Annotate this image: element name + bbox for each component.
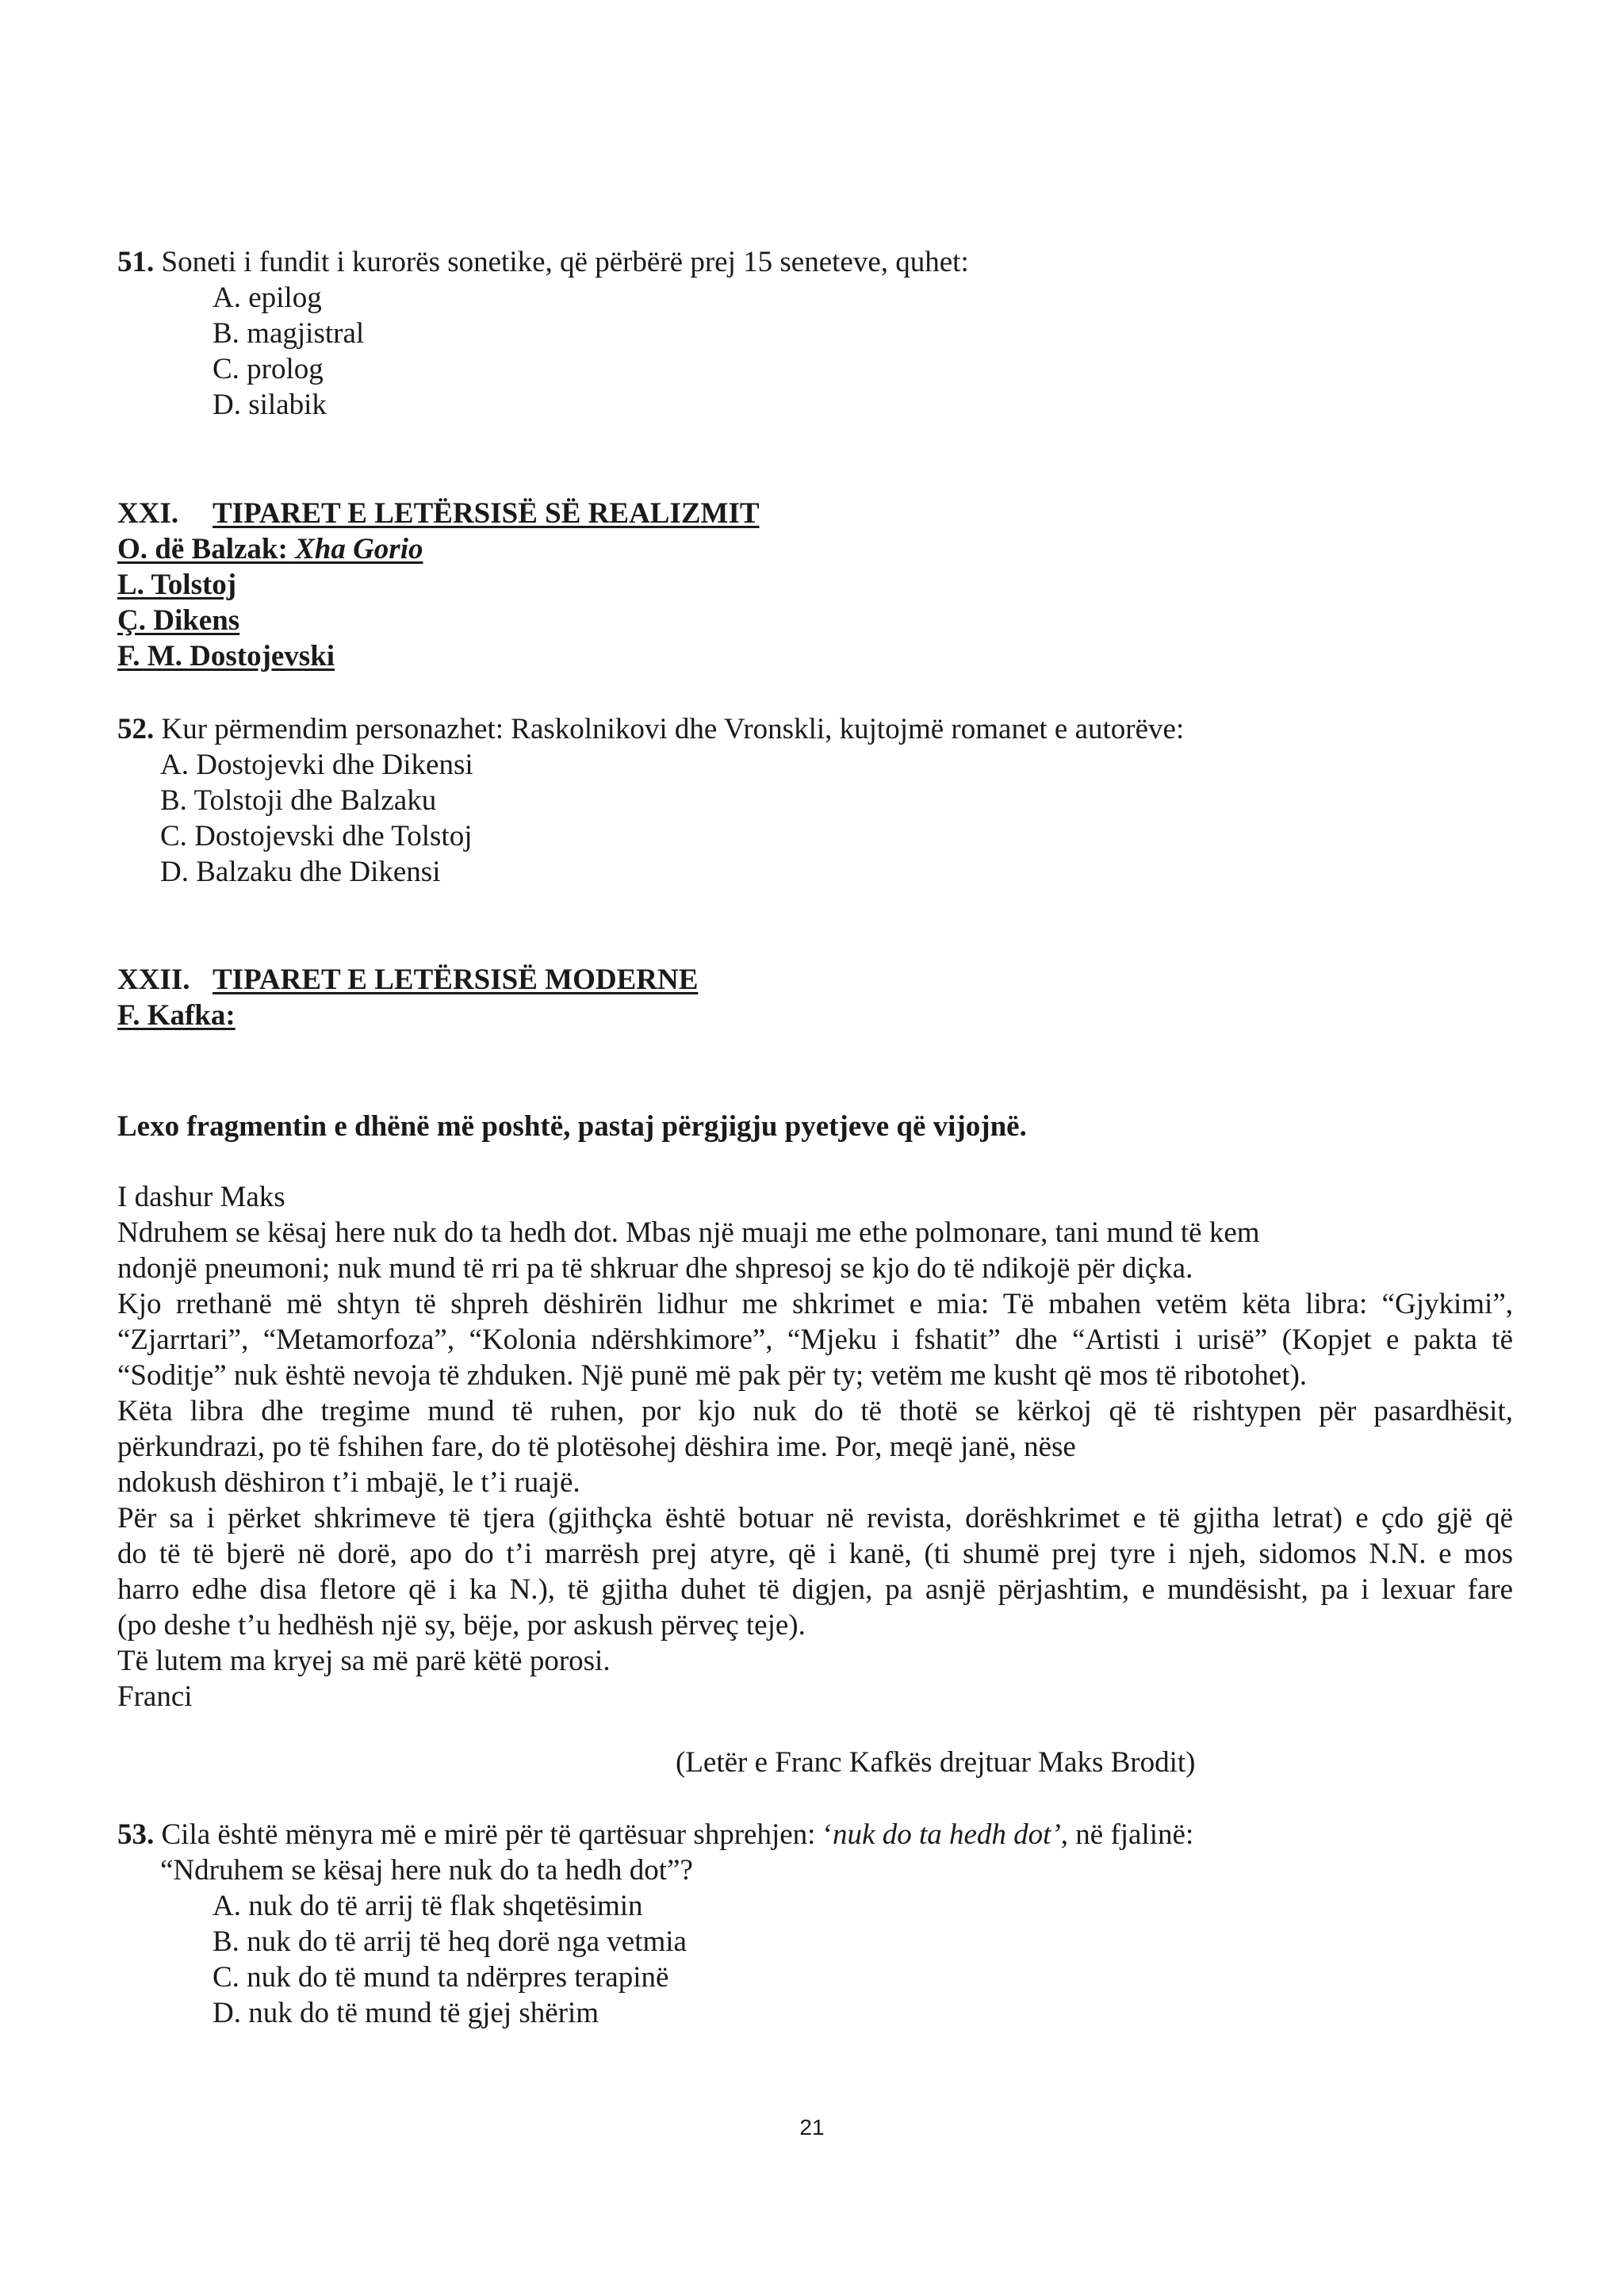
section-number: XXII. bbox=[117, 964, 190, 996]
author-tolstoj: L. Tolstoj bbox=[117, 569, 237, 601]
letter-line: Për sa i përket shkrimeve të tjera (gjithçka është botuar në revista, dorëshkrimet e të gjitha letrat) e çdo gjë që bbox=[117, 1502, 1513, 1534]
question-53-stem bbox=[117, 1817, 1513, 1852]
letter-line: harro edhe disa fletore që i ka N.), të gjitha duhet të digjen, pa asnjë përjashtim, e mundësisht, pa i lexuar fare bbox=[117, 1573, 1513, 1606]
question-number: 53. bbox=[117, 1818, 155, 1851]
author-name: O. dë Balzak: bbox=[117, 533, 296, 565]
question-number: 51. bbox=[117, 246, 155, 278]
option-c: C. prolog bbox=[213, 353, 324, 385]
letter-line: I dashur Maks bbox=[117, 1181, 285, 1213]
reading-instruction bbox=[117, 1109, 1513, 1144]
letter-line: Kjo rrethanë më shtyn të shpreh dëshirën lidhur me shkrimet e mia: Të mbahen vetëm këta libra: “Gjykimi”, bbox=[117, 1288, 1513, 1320]
section-21 bbox=[117, 496, 1513, 674]
question-51-stem bbox=[117, 244, 1513, 280]
letter-line: ndokush dëshiron t’i mbajë, le t’i ruajë. bbox=[117, 1466, 580, 1499]
question-text: Soneti i fundit i kurorës sonetike, që përbërë prej 15 seneteve, quhet: bbox=[154, 246, 969, 278]
section-title: TIPARET E LETËRSISË SË REALIZMIT bbox=[213, 497, 760, 530]
question-text: Kur përmendim personazhet: Raskolnikovi dhe Vronskli, kujtojmë romanet e autorëve: bbox=[154, 713, 1185, 745]
letter-line: (po deshe t’u hedhësh një sy, bëje, por askush përveç teje). bbox=[117, 1609, 806, 1642]
author-balzak bbox=[117, 531, 1513, 567]
letter-line: Të lutem ma kryej sa më parë këtë porosi. bbox=[117, 1645, 611, 1677]
page-number: 21 bbox=[799, 2115, 825, 2140]
question-phrase: nuk do ta hedh dot’ bbox=[833, 1818, 1061, 1851]
question-52-stem bbox=[117, 711, 1513, 747]
section-number: XXI. bbox=[117, 497, 179, 530]
section-22-heading bbox=[117, 962, 1513, 998]
letter-line: ndonjë pneumoni; nuk mund të rri pa të shkruar dhe shpresoj se kjo do të ndikojë për diçka. bbox=[117, 1252, 1193, 1285]
author-kafka: F. Kafka: bbox=[117, 999, 236, 1032]
question-51 bbox=[117, 244, 1513, 423]
question-53-quote: “Ndruhem se kësaj here nuk do ta hedh dot”? bbox=[160, 1854, 693, 1887]
work-title: Xha Gorio bbox=[295, 533, 423, 565]
option-d: D. silabik bbox=[213, 389, 327, 421]
letter-line: “Soditje” nuk është nevoja të zhduken. Një punë më pak për ty; vetëm me kusht që mos të ribotohet). bbox=[117, 1359, 1308, 1392]
option-c: C. nuk do të mund ta ndërpres terapinë bbox=[213, 1961, 669, 1994]
instruction-text: Lexo fragmentin e dhënë më poshtë, pastaj përgjigju pyetjeve që vijojnë. bbox=[117, 1110, 1027, 1143]
letter-line: do të të bjerë në dorë, apo do t’i marrësh prej atyre, që i kanë, (ti shumë prej tyre i njeh, sidomos N.N. e mos bbox=[117, 1538, 1513, 1570]
question-text-end: , në fjalinë: bbox=[1060, 1818, 1194, 1851]
letter-signature: Franci bbox=[117, 1680, 193, 1713]
section-title: TIPARET E LETËRSISË MODERNE bbox=[213, 964, 699, 996]
question-text: Cila është mënyra më e mirë për të qartësuar shprehjen: ‘ bbox=[154, 1818, 833, 1851]
letter-line: Ndruhem se kësaj here nuk do ta hedh dot. Mbas një muaji me ethe polmonare, tani mund të kem bbox=[117, 1216, 1260, 1249]
option-d: D. Balzaku dhe Dikensi bbox=[160, 856, 441, 888]
option-d: D. nuk do të mund të gjej shërim bbox=[213, 1997, 599, 2029]
question-52 bbox=[117, 711, 1513, 890]
option-b: B. magjistral bbox=[213, 317, 365, 350]
letter-line: “Zjarrtari”, “Metamorfoza”, “Kolonia ndërshkimore”, “Mjeku i fshatit” dhe “Artisti i urisë” (Kopjet e pakta të bbox=[117, 1324, 1513, 1356]
question-number: 52. bbox=[117, 713, 155, 745]
option-a: A. epilog bbox=[213, 282, 322, 314]
section-22 bbox=[117, 962, 1513, 1033]
option-b: B. Tolstoji dhe Balzaku bbox=[160, 784, 437, 817]
option-c: C. Dostojevski dhe Tolstoj bbox=[160, 820, 473, 852]
author-dikens: Ç. Dikens bbox=[117, 604, 240, 637]
option-b: B. nuk do të arrij të heq dorë nga vetmia bbox=[213, 1925, 687, 1958]
question-53 bbox=[117, 1817, 1513, 2031]
author-dostojevski: F. M. Dostojevski bbox=[117, 640, 335, 672]
option-a: A. nuk do të arrij të flak shqetësimin bbox=[213, 1890, 643, 1922]
letter-line: përkundrazi, po të fshihen fare, do të plotësohej dëshira ime. Por, meqë janë, nëse bbox=[117, 1431, 1076, 1463]
option-a: A. Dostojevki dhe Dikensi bbox=[160, 749, 473, 781]
kafka-letter bbox=[117, 1179, 1513, 1714]
letter-source: (Letër e Franc Kafkës drejtuar Maks Brodit) bbox=[676, 1746, 1196, 1779]
section-21-heading bbox=[117, 496, 1513, 531]
letter-line: Këta libra dhe tregime mund të ruhen, por kjo nuk do të thotë se kërkoj që të rishtypen për pasardhësit, bbox=[117, 1395, 1513, 1427]
